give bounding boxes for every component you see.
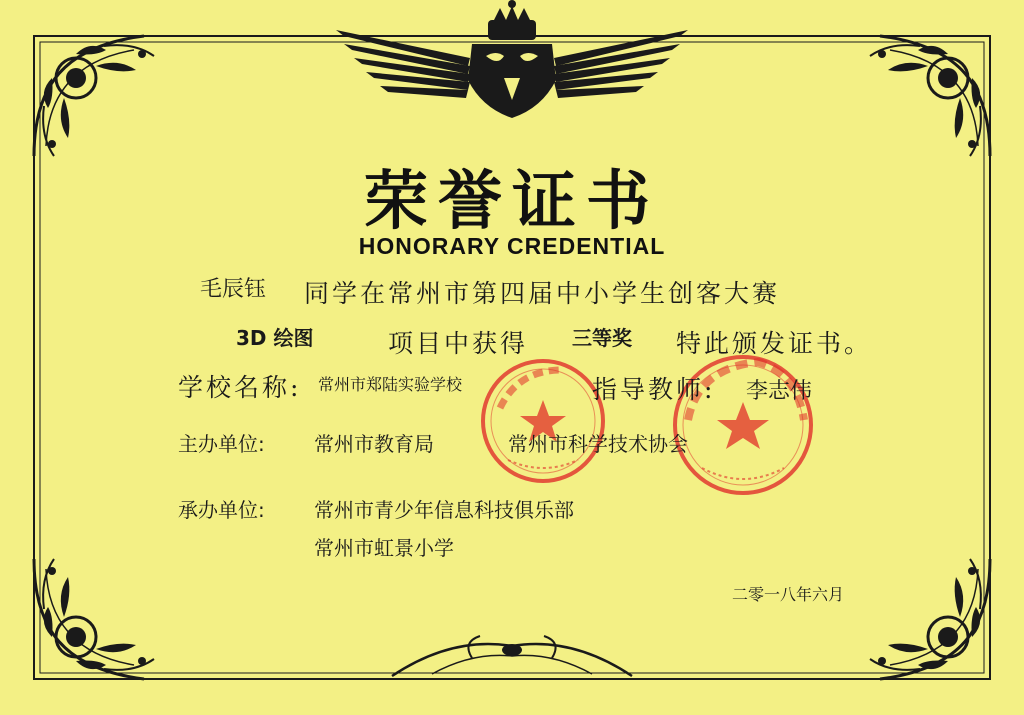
issue-date: 二零一八年六月 — [732, 585, 845, 604]
certificate-subtitle: HONORARY CREDENTIAL — [358, 233, 666, 259]
organizer-1: 常州市教育局 — [314, 432, 434, 456]
award-statement-line-2: 项目中获得 — [388, 329, 529, 358]
host-2: 常州市虹景小学 — [314, 536, 454, 560]
school-label: 学校名称: — [178, 373, 302, 402]
host-1: 常州市青少年信息科技俱乐部 — [314, 498, 574, 522]
award-statement-end: 特此颁发证书。 — [676, 329, 873, 358]
teacher-name: 李志伟 — [746, 379, 813, 404]
school-name: 常州市郑陆实验学校 — [318, 375, 463, 394]
organizer-2: 常州市科学技术协会 — [508, 432, 688, 456]
award-level: 三等奖 — [572, 326, 632, 350]
teacher-label: 指导教师: — [592, 375, 716, 404]
winged-crest-icon — [336, 0, 688, 118]
certificate-title: 荣誉证书 — [364, 164, 660, 239]
award-statement-line-1: 同学在常州市第四届中小学生创客大赛 — [304, 279, 781, 308]
education-bureau-seal — [478, 356, 608, 486]
host-label: 承办单位: — [178, 498, 265, 522]
recipient-name: 毛辰钰 — [200, 277, 267, 302]
project-name: 3D 绘图 — [236, 326, 314, 350]
organizer-label: 主办单位: — [178, 432, 265, 456]
